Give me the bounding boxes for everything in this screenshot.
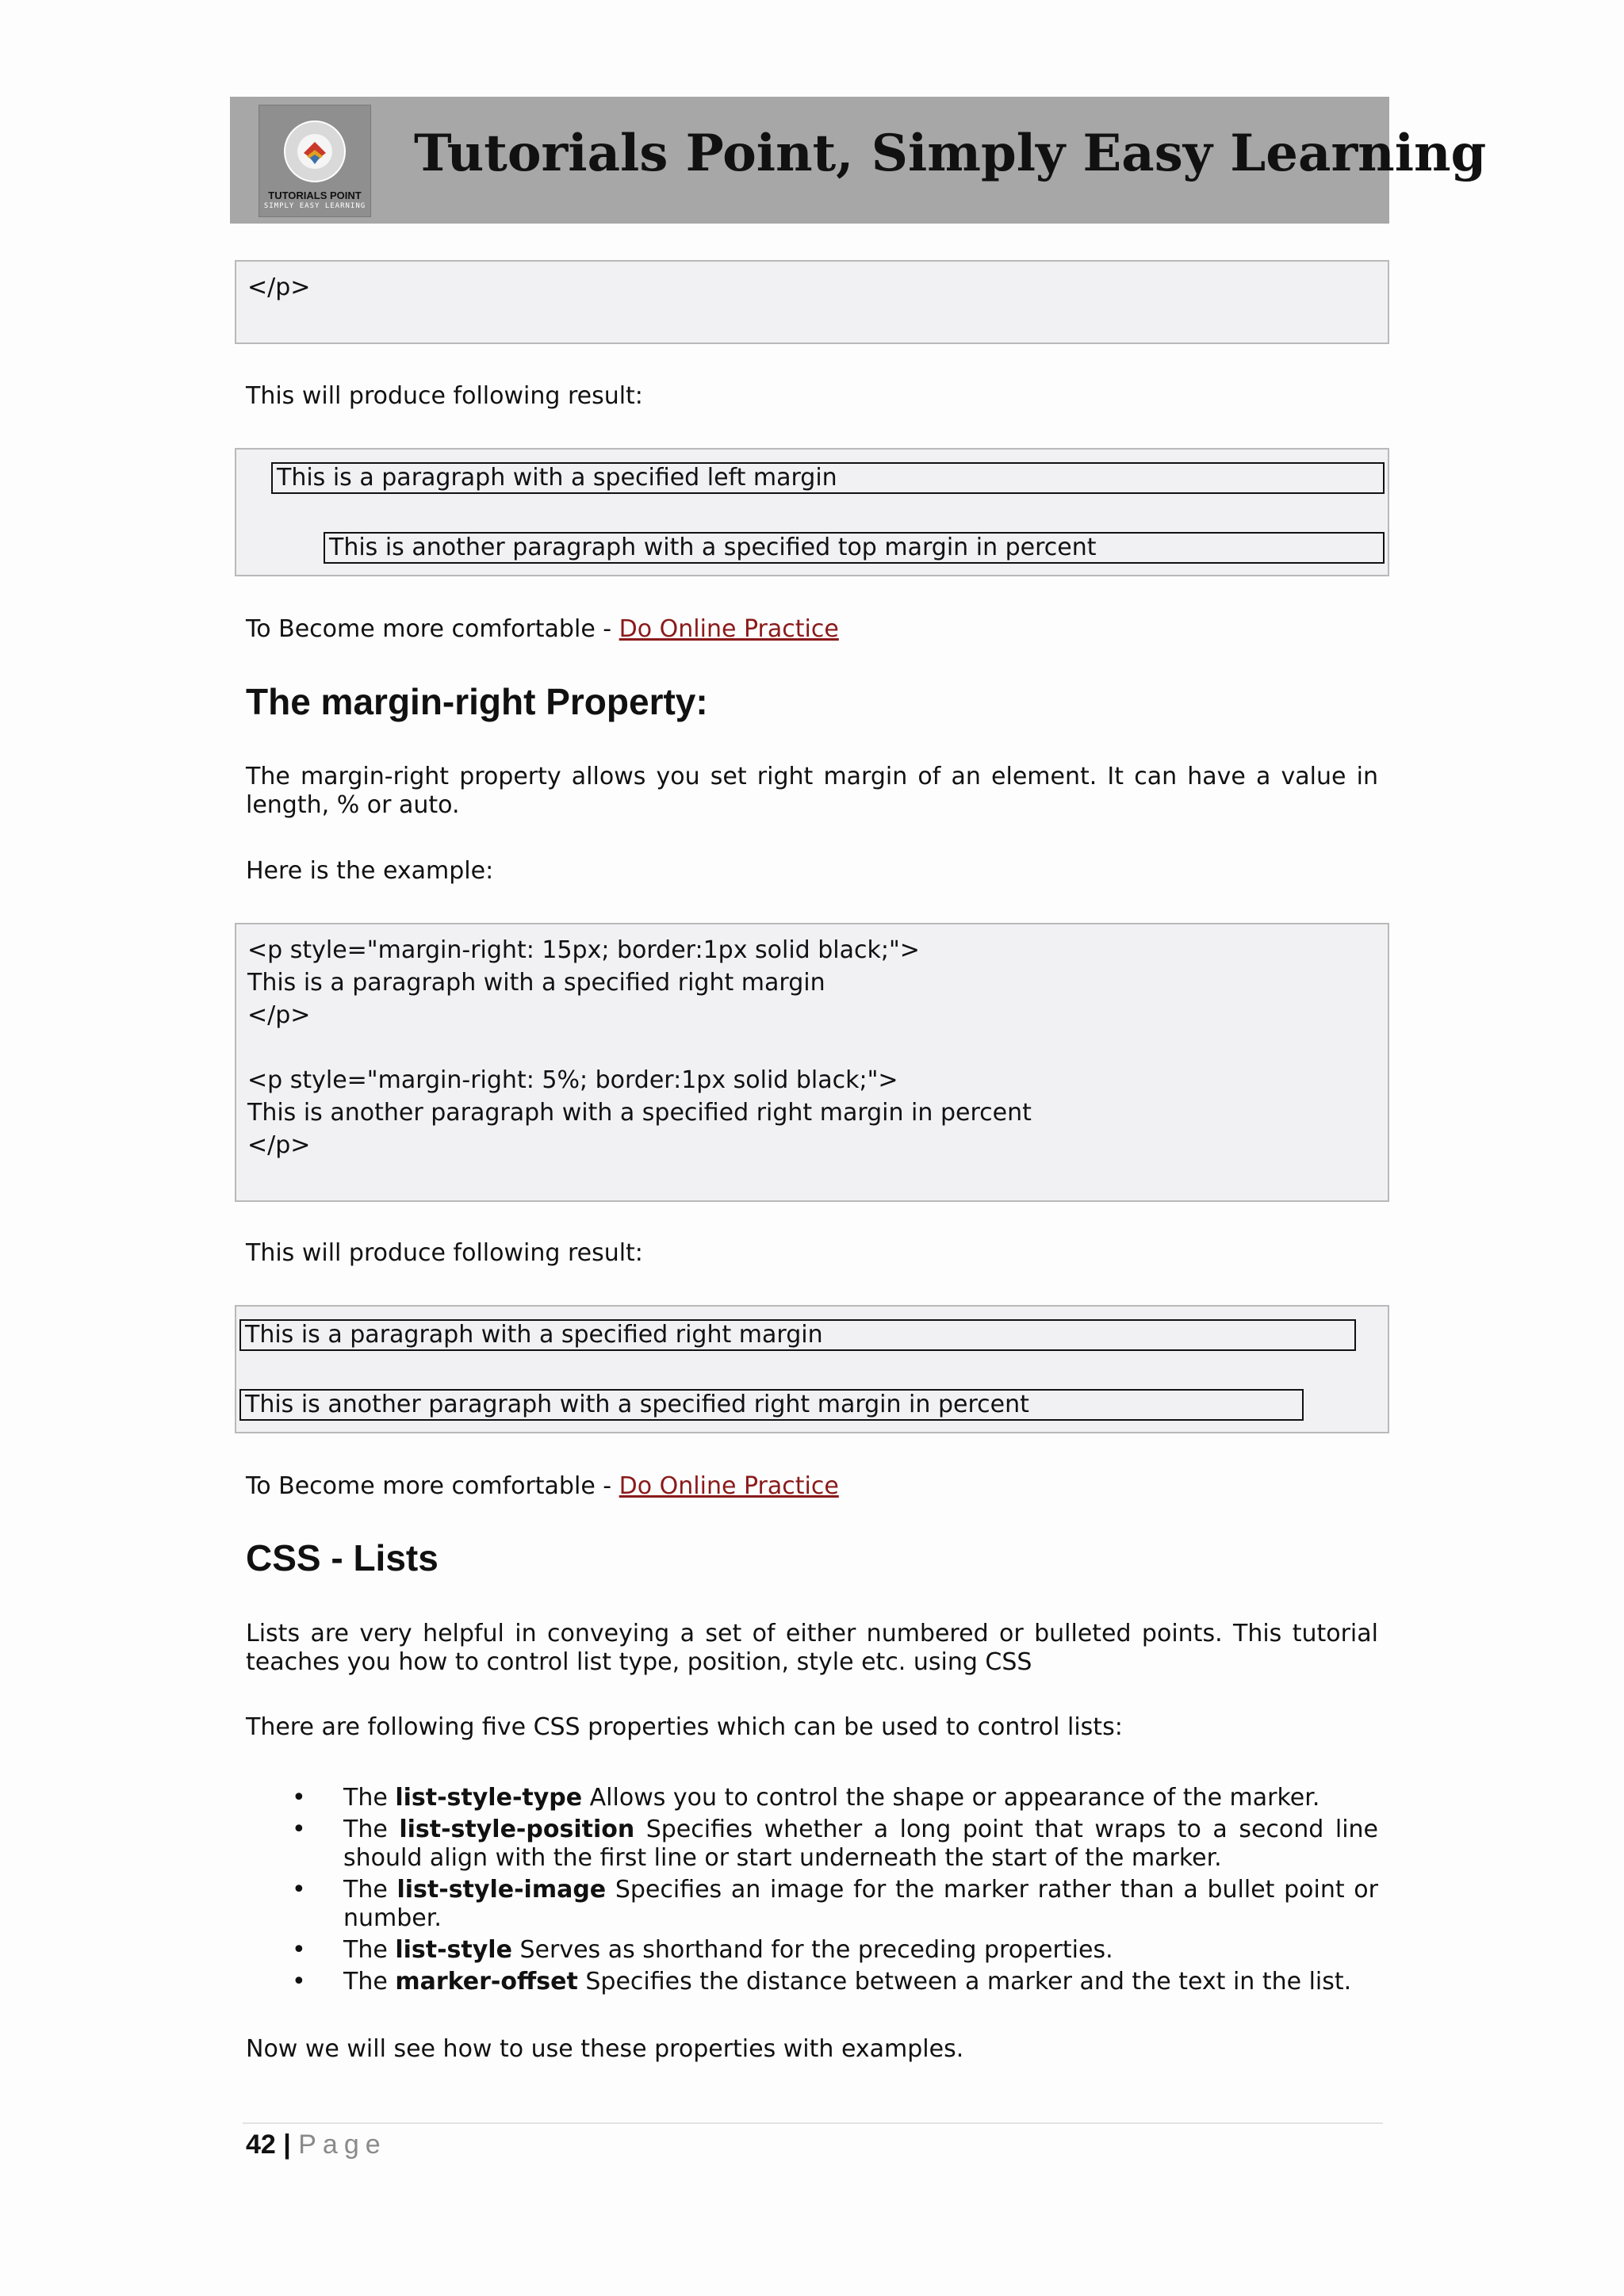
code-line: </p>: [247, 274, 311, 301]
code-line: </p>: [247, 1131, 311, 1159]
code-line: <p style="margin-right: 15px; border:1px solid black;">: [247, 936, 920, 964]
result-paragraph: This is another paragraph with a specified top margin in percent: [324, 532, 1385, 564]
header-title: Tutorials Point, Simply Easy Learning: [414, 124, 1487, 183]
list-item: • The marker-offset Specifies the distance between a marker and the text in the list.: [292, 1968, 1352, 1996]
list-item: • The list-style-position Specifies whether a long point that wraps to a second line should align with the first line or start underneath the start of the marker.: [292, 1816, 1378, 1872]
code-line: This is a paragraph with a specified right margin: [247, 969, 825, 997]
practice-line: [246, 1472, 839, 1501]
bullet-icon: •: [292, 1876, 306, 1904]
section-description: Lists are very helpful in conveying a set of either numbered or bulleted points. This tutorial teaches you how to control list type, position, style etc. using CSS: [246, 1620, 1378, 1676]
code-line: <p style="margin-right: 5%; border:1px solid black;">: [247, 1066, 898, 1094]
code-line: </p>: [247, 1001, 311, 1029]
logo-text: TUTORIALS POINT: [268, 189, 362, 201]
list-intro: There are following five CSS properties which can be used to control lists:: [246, 1713, 1123, 1741]
page-header: [230, 97, 1487, 224]
result-paragraph: This is a paragraph with a specified right margin: [239, 1319, 1356, 1351]
example-intro: Here is the example:: [246, 857, 494, 885]
properties-list: [246, 1784, 1378, 1999]
tutorials-point-logo: [259, 105, 371, 217]
online-practice-link[interactable]: Do Online Practice: [619, 1472, 839, 1500]
section-heading: CSS - Lists: [246, 1537, 439, 1578]
practice-prefix: To Become more comfortable -: [246, 1472, 619, 1500]
code-box: [235, 923, 1389, 1202]
result-box: [235, 1305, 1389, 1433]
footer-divider: [243, 2122, 1383, 2124]
code-line: This is another paragraph with a specified right margin in percent: [247, 1099, 1032, 1127]
list-item: • The list-style Serves as shorthand for the preceding properties.: [292, 1936, 1113, 1964]
section-description: The margin-right property allows you set right margin of an element. It can have a value in length, % or auto.: [246, 763, 1378, 819]
logo-tagline: SIMPLY EASY LEARNING: [263, 202, 366, 210]
code-box-top: [235, 260, 1389, 344]
result-paragraph: This is a paragraph with a specified left margin: [271, 462, 1385, 494]
result-paragraph: This is another paragraph with a specified right margin in percent: [239, 1389, 1304, 1421]
result-intro: This will produce following result:: [246, 382, 643, 410]
bullet-icon: •: [292, 1936, 306, 1964]
practice-prefix: To Become more comfortable -: [246, 615, 619, 643]
online-practice-link[interactable]: Do Online Practice: [619, 615, 839, 643]
list-item: • The list-style-image Specifies an image for the marker rather than a bullet point or number.: [292, 1876, 1378, 1932]
page-number: 42 | Page: [246, 2130, 387, 2160]
bullet-icon: •: [292, 1968, 306, 1996]
result-box: [235, 448, 1389, 576]
closing-text: Now we will see how to use these properties with examples.: [246, 2035, 964, 2063]
bullet-icon: •: [292, 1816, 306, 1843]
result-intro: This will produce following result:: [246, 1239, 643, 1267]
bullet-icon: •: [292, 1784, 306, 1812]
section-heading: The margin-right Property:: [246, 681, 708, 722]
practice-line: [246, 615, 839, 644]
list-item: • The list-style-type Allows you to control the shape or appearance of the marker.: [292, 1784, 1320, 1812]
